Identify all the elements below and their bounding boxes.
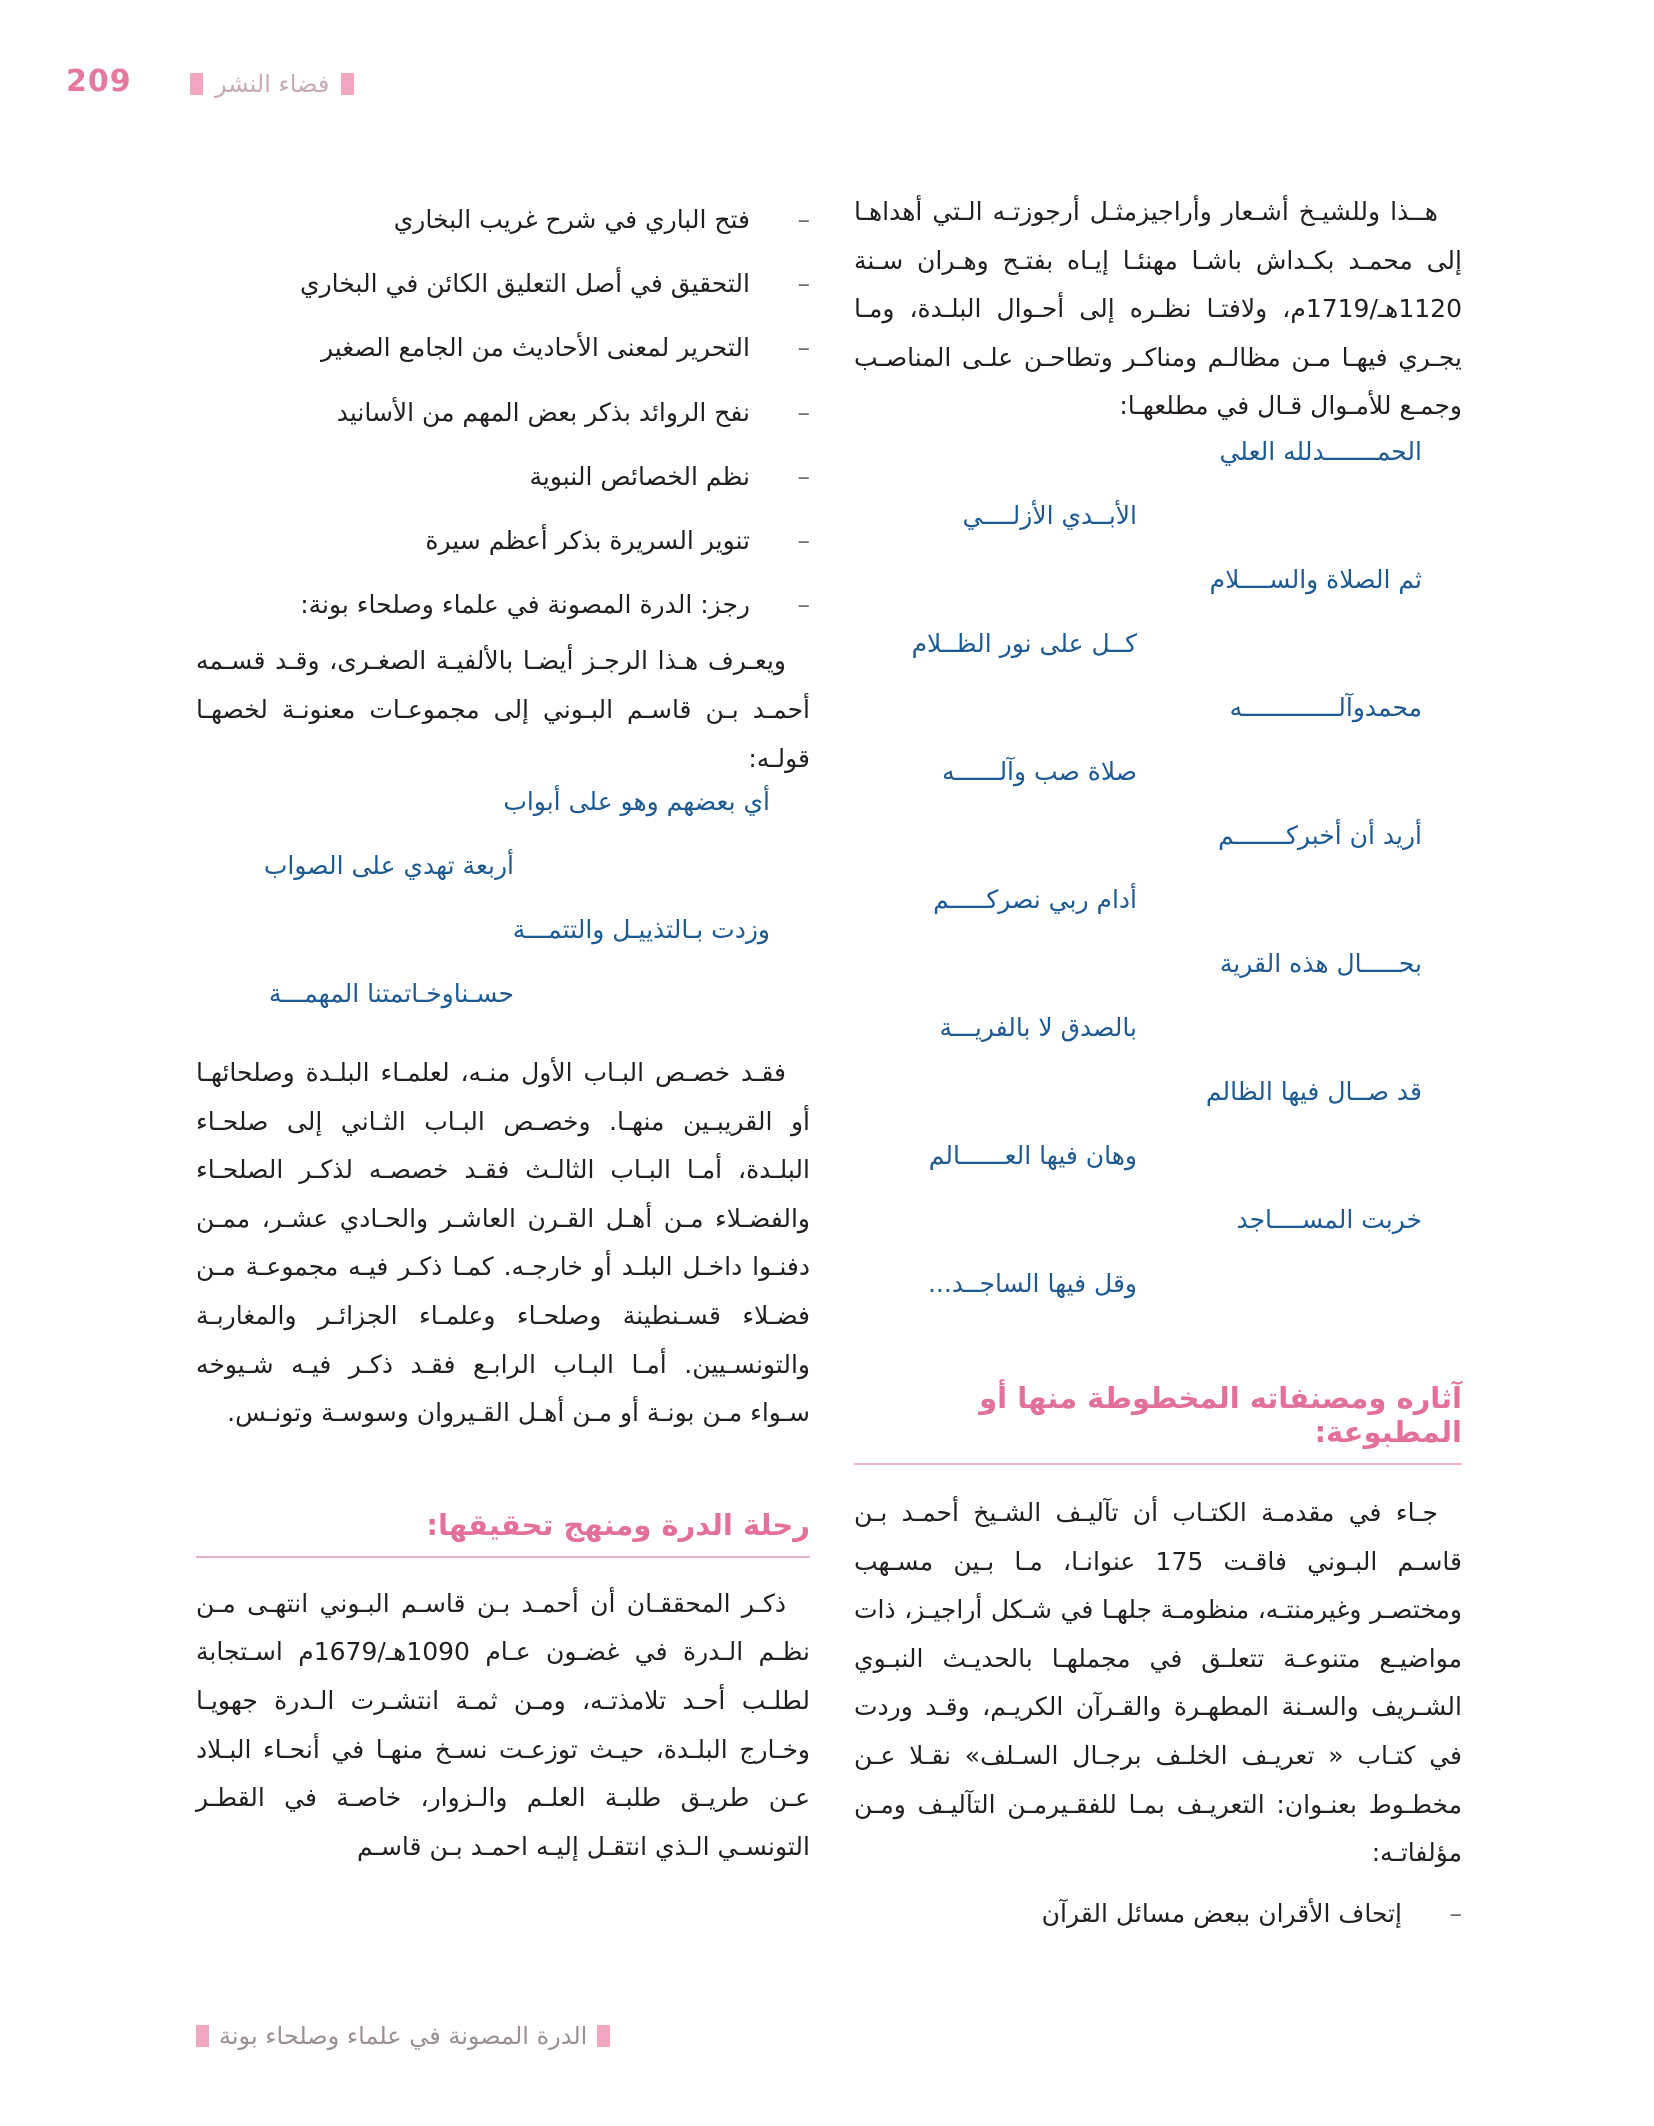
verse-line: أي بعضهم وهو على أبواب [503, 787, 770, 817]
list-item: – نظم الخصائص النبوية [196, 445, 810, 509]
verse-line: الحمـــــــدلله العلي [1219, 436, 1422, 466]
works-list [854, 1882, 1462, 1946]
verse-line: خربت المســــاجد [1236, 1204, 1422, 1234]
dash-icon: – [797, 333, 810, 363]
section-title-journey: رحلة الدرة ومنهج تحقيقها: [196, 1508, 810, 1558]
running-header [190, 70, 354, 98]
verse-line: أربعة تهدي على الصواب [263, 851, 514, 881]
footer-marker-icon [196, 2025, 209, 2047]
header-marker-icon [190, 73, 203, 95]
section-name: فضاء النشر [215, 70, 330, 98]
list-item: – تنوير السريرة بذكر أعظم سيرة [196, 509, 810, 573]
chapters-paragraph: فقـد خصـص البـاب الأول منـه، لعلمـاء البلـدة وصلحائهـا أو القريبـين منهـا. وخصـص البـاب الثـاني إلى صلحـاء البلـدة، أمـا البـاب الثالـث فقـد خصصـه لذكـر الصلحـاء والفضـلاء مـن أهـل القـرن العاشـر والحـادي عشـر، ممـن دفنـوا داخـل البلـد أو خارجـه. كمـا ذكـر فيـه مجموعـة مـن فضـلاء قسـنطينة وصلحـاء وعلمـاء الجزائـر والمغاربـة والتونسـيين. أمـا البـاب الرابـع فقـد ذكـر فيـه شـيوخه سـواء مـن بونـة أو مـن أهـل القـيروان وسوسـة وتونـس. [196, 1058, 810, 1428]
dash-icon: – [797, 397, 810, 427]
verse-line: صلاة صب وآلــــــه [942, 756, 1137, 786]
dash-icon: – [797, 590, 810, 620]
verse-line: أريد أن أخبركـــــــم [1218, 820, 1422, 850]
right-column [854, 188, 1462, 1946]
works-paragraph: جـاء في مقدمـة الكتـاب أن تآليـف الشـيخ أحمـد بـن قاسـم البـوني فاقـت 175 عنوانـا، مـا بـين مسـهب ومختصـر وغيرمنتـه، منظومـة جلهـا في شـكل أراجيـز، ذات مواضيـع متنوعـة تتعلـق في مجملهـا بالحديـث النبـوي الشـريف والسـنة المطهـرة والقـرآن الكريـم، وقـد وردت في كتـاب « تعريـف الخلـف برجـال السـلف» نقـلا عـن مخطـوط بعنـوان: التعريـف بمـا للفقـيرمـن التآليـف ومـن مؤلفاتـه: [854, 1497, 1463, 1868]
works-list-continued [196, 188, 810, 637]
header-marker-icon [341, 73, 354, 95]
verse-line: كــل على نور الظــلام [911, 628, 1137, 658]
verse-line: ثم الصلاة والســــلام [1209, 564, 1422, 594]
verse-line: أدام ربي نصركـــــم [933, 884, 1137, 914]
rajaz-paragraph: ويعـرف هـذا الرجـز أيضـا بالألفيـة الصغـرى، وقـد قسـمه أحمـد بـن قاسـم البـوني إلى مجموعـات معنونـة لخصهـا قولـه: [196, 646, 810, 773]
verse-line: حسـناوخـاتمتنا المهمـــة [268, 979, 514, 1009]
list-item: – التحرير لمعنى الأحاديث من الجامع الصغير [196, 316, 810, 380]
verse-line: قد صــال فيها الظالم [1205, 1076, 1422, 1106]
dash-icon: – [797, 205, 810, 234]
verse-line: بالصدق لا بالفريـــة [939, 1012, 1137, 1042]
verse-line: بحـــــال هذه القرية [1219, 948, 1422, 978]
dash-icon: – [797, 525, 810, 555]
book-title: الدرة المصونة في علماء وصلحاء بونة [219, 2022, 588, 2050]
list-item: – التحقيق في أصل التعليق الكائن في البخاري [196, 252, 810, 316]
dash-icon: – [797, 461, 810, 491]
intro-paragraph: هــذا وللشيـخ أشـعار وأراجيزمثـل أرجوزتـه الـتي أهداهـا إلى محمـد بكـداش باشـا مهنئـا إيـاه بفتـح وهـران سـنة 1120هـ/1719م، ولافتـا نظـره إلى أحـوال البلـدة، ومـا يجـري فيهـا مـن مظالـم ومناكـر وتطاحـن علـى المناصـب وجمـع للأمـوال قـال في مطلعهـا: [854, 197, 1462, 421]
dash-icon: – [1449, 1898, 1462, 1928]
rajaz-verses [196, 787, 810, 1043]
verse-line: الأبــدي الأزلــــي [962, 500, 1137, 530]
dash-icon: – [797, 269, 810, 299]
left-column [196, 188, 810, 1871]
verse-line: محمدوآلـــــــــــــه [1229, 692, 1422, 722]
verse-line: وهان فيها العــــــالم [928, 1140, 1137, 1170]
list-item: – إتحاف الأقران ببعض مسائل القرآن [854, 1882, 1462, 1946]
page-number: 209 [66, 64, 132, 99]
running-footer [196, 2022, 610, 2050]
verse-line: وقل فيها الساجــد... [927, 1268, 1137, 1298]
poem [854, 437, 1462, 1361]
list-item: – نفح الروائد بذكر بعض المهم من الأسانيد [196, 381, 810, 445]
list-item: – فتح الباري في شرح غريب البخاري [196, 188, 810, 252]
section-title-works: آثاره ومصنفاته المخطوطة منها أو المطبوعة: [854, 1381, 1462, 1465]
verse-line: وزدت بـالتذييـل والتتمـــة [512, 915, 770, 945]
journey-paragraph: ذكـر المحققـان أن أحمـد بـن قاسـم البـوني انتهـى مـن نظـم الـدرة في غضـون عـام 1090هـ/1679م اسـتجابة لطلـب أحـد تلامذتـه، ومـن ثمـة انتشـرت الـدرة جهويـا وخـارج البلـدة، حيـث توزعـت نسـخ منهـا في أنحـاء البـلاد عـن طريـق طلبـة العلـم والـزوار، خاصـة في القطـر التونسـي الـذي انتقـل إليـه احمـد بـن قاسـم [196, 1588, 810, 1861]
footer-marker-icon [597, 2025, 610, 2047]
list-item: – رجز: الدرة المصونة في علماء وصلحاء بونة: [196, 573, 810, 637]
